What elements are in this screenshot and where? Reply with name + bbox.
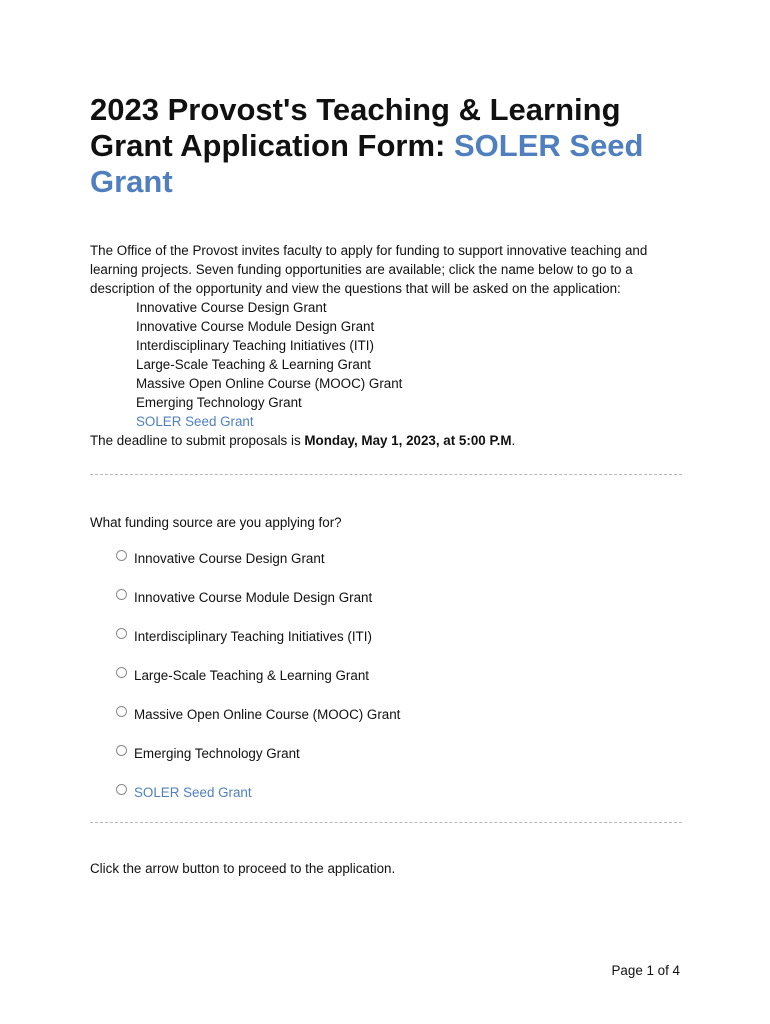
radio-option-innovative-course-design[interactable] xyxy=(116,549,682,568)
page-number: Page 1 of 4 xyxy=(611,963,680,978)
title-main: 2023 Provost's Teaching & Learning Grant Application Form: xyxy=(90,92,621,163)
radio-button[interactable] xyxy=(116,667,127,678)
deadline-text xyxy=(90,431,682,450)
deadline-suffix: . xyxy=(511,433,516,448)
radio-option-label: Massive Open Online Course (MOOC) Grant xyxy=(134,707,401,722)
grant-link-large-scale-teaching[interactable]: Large-Scale Teaching & Learning Grant xyxy=(136,357,371,372)
radio-button[interactable] xyxy=(116,589,127,600)
radio-option-label: Large-Scale Teaching & Learning Grant xyxy=(134,668,369,683)
section-divider xyxy=(90,822,682,823)
grant-link-emerging-technology[interactable]: Emerging Technology Grant xyxy=(136,395,302,410)
grant-link-innovative-course-design[interactable]: Innovative Course Design Grant xyxy=(136,300,327,315)
funding-source-question: What funding source are you applying for? xyxy=(90,515,342,530)
radio-option-emerging-technology[interactable] xyxy=(116,744,682,763)
proceed-instruction: Click the arrow button to proceed to the application. xyxy=(90,861,396,876)
radio-button[interactable] xyxy=(116,745,127,756)
form-page xyxy=(90,92,682,878)
radio-option-label: Interdisciplinary Teaching Initiatives (ITI) xyxy=(134,629,372,644)
section-divider xyxy=(90,474,682,475)
radio-option-soler-seed[interactable] xyxy=(116,783,682,802)
intro-paragraph: The Office of the Provost invites faculty to apply for funding to support innovative teaching and learning projects. Seven funding opportunities are available; click the name below to go to a description of the opportunity and view the questions that will be asked on the application: xyxy=(90,243,648,296)
radio-option-label: SOLER Seed Grant xyxy=(134,785,252,800)
radio-option-label: Innovative Course Module Design Grant xyxy=(134,590,373,605)
deadline-prefix: The deadline to submit proposals is xyxy=(90,433,305,448)
radio-option-large-scale-teaching[interactable] xyxy=(116,666,682,685)
radio-option-label: Innovative Course Design Grant xyxy=(134,551,325,566)
deadline-date: Monday, May 1, 2023, at 5:00 P.M xyxy=(304,433,512,448)
radio-button[interactable] xyxy=(116,706,127,717)
radio-option-interdisciplinary-teaching[interactable] xyxy=(116,627,682,646)
grant-link-soler-seed[interactable]: SOLER Seed Grant xyxy=(136,414,254,429)
grant-link-interdisciplinary-teaching[interactable]: Interdisciplinary Teaching Initiatives (ITI) xyxy=(136,338,374,353)
radio-option-innovative-course-module-design[interactable] xyxy=(116,588,682,607)
radio-option-label: Emerging Technology Grant xyxy=(134,746,300,761)
radio-button[interactable] xyxy=(116,628,127,639)
grant-link-list xyxy=(90,298,682,431)
page-title xyxy=(90,92,682,200)
funding-source-options xyxy=(90,549,682,802)
grant-link-innovative-course-module-design[interactable]: Innovative Course Module Design Grant xyxy=(136,319,375,334)
grant-link-mooc[interactable]: Massive Open Online Course (MOOC) Grant xyxy=(136,376,403,391)
radio-button[interactable] xyxy=(116,784,127,795)
radio-option-mooc[interactable] xyxy=(116,705,682,724)
radio-button[interactable] xyxy=(116,550,127,561)
title-accent: SOLER Seed Grant xyxy=(90,128,644,199)
